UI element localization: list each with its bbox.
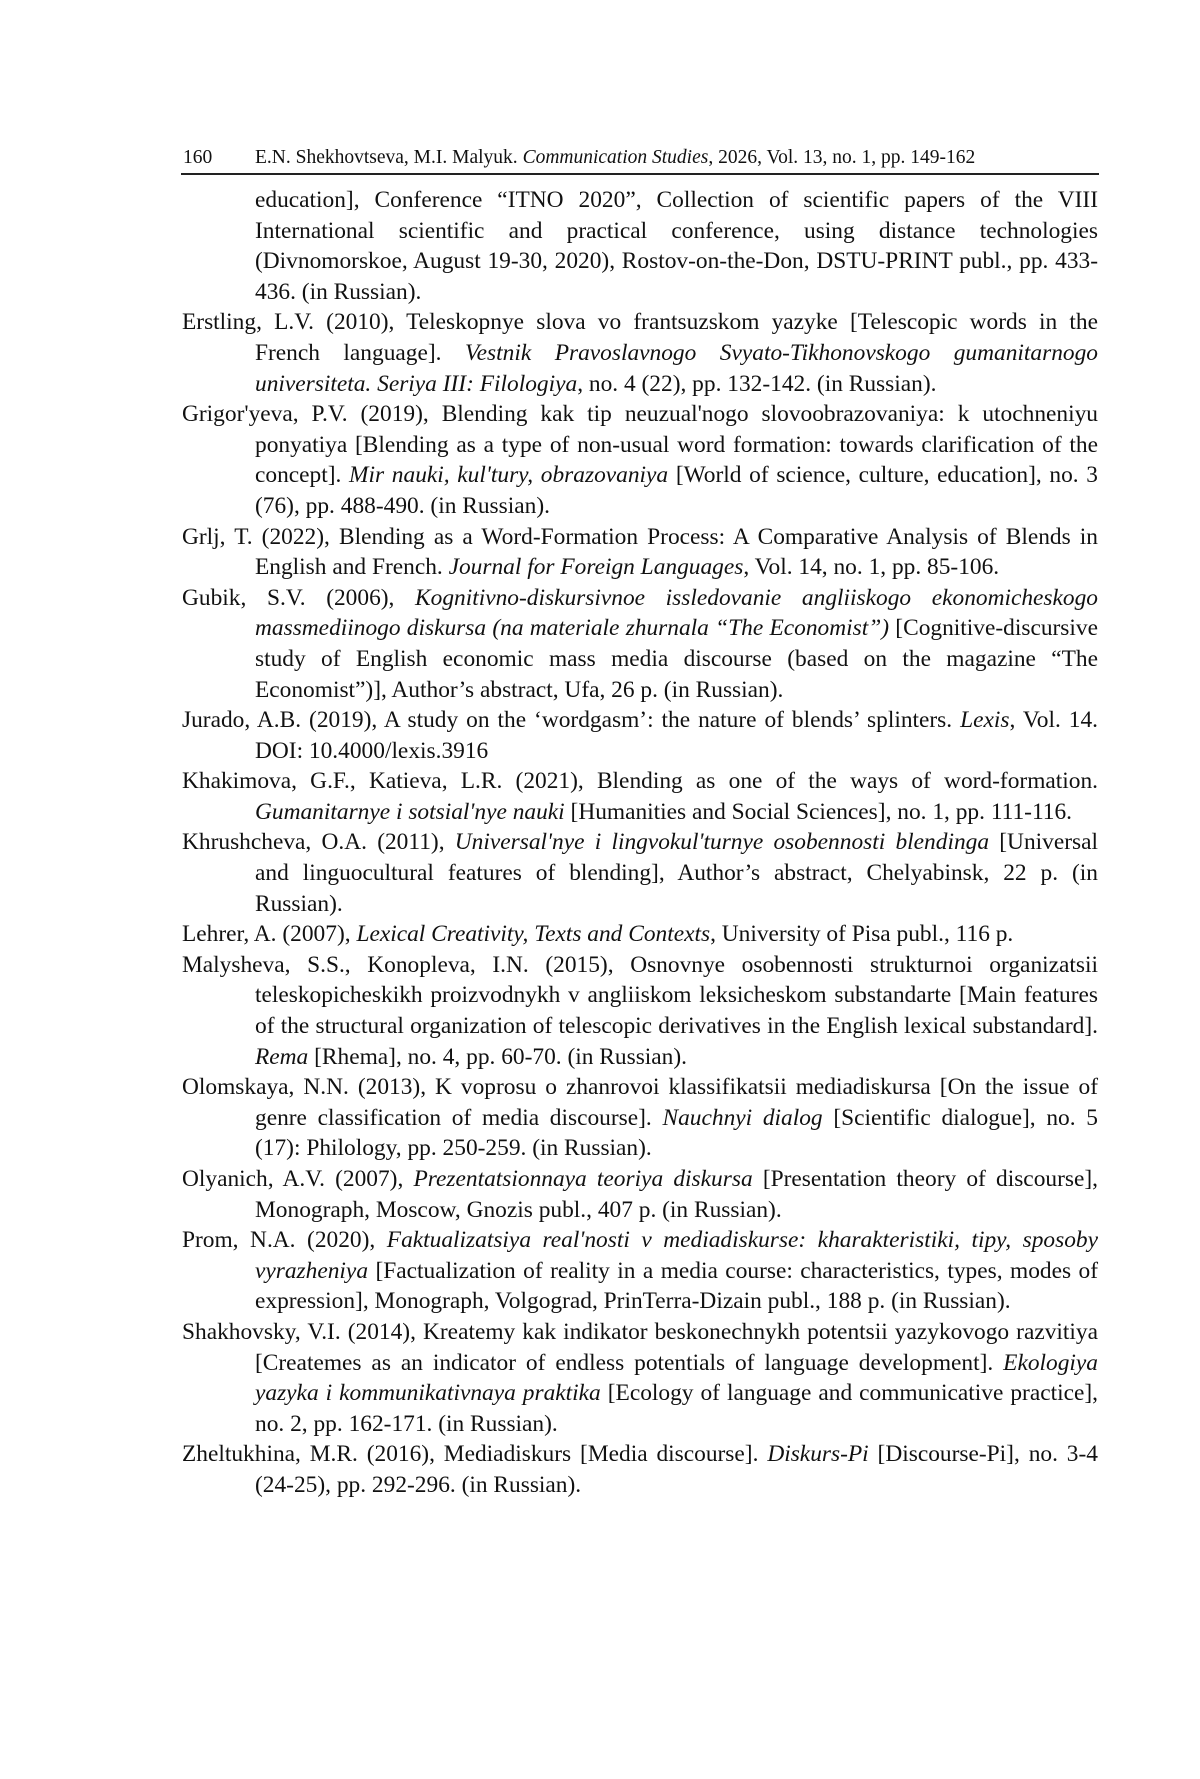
reference-text: [Cognitive-discursive study of English economic mass media discourse (based on the magazine “The Economist”)], Author’s abstract, Ufa, 26 p. (in Russian).	[255, 615, 1098, 703]
reference-source-title: Universal'nye i lingvokul'turnye osobennosti blendinga	[454, 829, 990, 856]
reference-source-title: Rema	[255, 1043, 309, 1070]
reference-text: , Vol. 14, no. 1, pp. 85-106.	[743, 554, 1000, 581]
running-head	[183, 146, 1098, 170]
reference-text: Prom, N.A. (2020),	[182, 1227, 387, 1254]
reference-source-title: Kognitivno-diskursivnoe issledovanie angliiskogo ekonomicheskogo massmediinogo diskursa (na materiale zhurnala “The Economist”)	[255, 584, 1099, 642]
reference-source-title: Ekologiya yazyka i kommunikativnaya praktika	[255, 1349, 1098, 1407]
reference-text: , no. 4 (22), pp. 132-142. (in Russian).	[577, 370, 937, 397]
reference-entry	[182, 919, 1098, 950]
reference-source-title: Journal for Foreign Languages	[448, 554, 744, 581]
reference-text: , Vol. 14. DOI: 10.4000/lexis.3916	[255, 707, 1098, 764]
reference-entry	[182, 583, 1098, 705]
reference-list	[182, 185, 1098, 1501]
reference-entry	[182, 399, 1098, 521]
page-number: 160	[183, 147, 213, 168]
reference-text: Jurado, A.B. (2019), A study on the ‘wordgasm’: the nature of blends’ splinters.	[182, 707, 961, 734]
reference-text: Erstling, L.V. (2010), Teleskopnye slova vo frantsuzskom yazyke [Telescopic words in the French language].	[182, 309, 1098, 366]
reference-source-title: Faktualizatsiya real'nosti v mediadiskurse: kharakteristiki, tipy, sposoby vyrazheniya	[255, 1227, 1098, 1284]
reference-entry	[182, 766, 1098, 827]
header-citation: , 2026, Vol. 13, no. 1, pp. 149-162	[708, 147, 976, 168]
reference-text: [Presentation theory of discourse], Monograph, Moscow, Gnozis publ., 407 p. (in Russian).	[255, 1166, 1098, 1223]
reference-source-title: Gumanitarnye i sotsial'nye nauki	[255, 798, 565, 825]
reference-text: Khakimova, G.F., Katieva, L.R. (2021), Blending as one of the ways of word-formation.	[182, 768, 1098, 795]
reference-text: [Factualization of reality in a media course: characteristics, types, modes of expression], Monograph, Volgograd, PrinTerra-Dizain publ., 188 p. (in Russian).	[255, 1257, 1098, 1315]
reference-source-title: Prezentatsionnaya teoriya diskursa	[413, 1166, 753, 1192]
reference-source-title: Vestnik Pravoslavnogo Svyato-Tikhonovskogo gumanitarnogo universiteta. Seriya III: Filologiya	[255, 339, 1098, 397]
reference-text: [Universal and linguocultural features of blending], Author’s abstract, Chelyabinsk, 22 p. (in Russian).	[255, 829, 1098, 917]
reference-source-title: Lexical Creativity, Texts and Contexts	[356, 921, 711, 948]
reference-text: Olomskaya, N.N. (2013), K voprosu o zhanrovoi klassifikatsii mediadiskursa [On the issue of genre classification of media discourse].	[182, 1074, 1098, 1131]
reference-entry	[182, 827, 1098, 919]
reference-entry	[182, 705, 1098, 766]
reference-source-title: Mir nauki, kul'tury, obrazovaniya	[349, 462, 669, 489]
reference-source-title: Nauchnyi dialog	[662, 1104, 823, 1131]
reference-entry	[182, 307, 1098, 399]
reference-text: [Discourse-Pi], no. 3-4 (24-25), pp. 292-296. (in Russian).	[255, 1441, 1098, 1498]
reference-text: education], Conference “ITNO 2020”, Collection of scientific papers of the VIII International scientific and practical conference, using distance technologies (Divnomorskoe, August 19-30, 2020), Rostov-on-the-Don, DSTU-PRINT publ., pp. 433-436. (in Russian).	[255, 187, 1098, 305]
reference-text: [Ecology of language and communicative practice], no. 2, pp. 162-171. (in Russian).	[255, 1380, 1098, 1437]
reference-text: Lehrer, A. (2007),	[182, 921, 357, 948]
reference-text: Khrushcheva, O.A. (2011),	[182, 829, 455, 856]
reference-continuation	[182, 185, 1098, 307]
reference-text: [Scientific dialogue], no. 5 (17): Philology, pp. 250-259. (in Russian).	[255, 1104, 1098, 1162]
reference-source-title: Lexis	[960, 707, 1010, 734]
header-journal: Communication Studies	[522, 147, 709, 168]
header-authors: E.N. Shekhovtseva, M.I. Malyuk.	[255, 147, 518, 168]
reference-text: , University of Pisa publ., 116 p.	[710, 921, 1014, 948]
reference-entry	[182, 1164, 1098, 1225]
reference-entry	[182, 1225, 1098, 1317]
reference-entry	[182, 1072, 1098, 1164]
reference-text: Malysheva, S.S., Konopleva, I.N. (2015), Osnovnye osobennosti strukturnoi organizatsii teleskopicheskikh proizvodnykh v angliiskom leksicheskom substandarte [Main features of the structural organization of telescopic derivatives in the English lexical substandard].	[182, 951, 1098, 1040]
reference-entry	[182, 950, 1098, 1072]
reference-text: Gubik, S.V. (2006),	[182, 584, 416, 611]
reference-text: [Rhema], no. 4, pp. 60-70. (in Russian).	[308, 1043, 688, 1070]
reference-source-title: Diskurs-Pi	[767, 1441, 869, 1468]
reference-entry	[182, 1317, 1098, 1439]
header-rule	[181, 173, 1099, 175]
reference-text: [World of science, culture, education], no. 3 (76), pp. 488-490. (in Russian).	[255, 462, 1099, 519]
reference-entry	[182, 1439, 1098, 1500]
reference-text: Zheltukhina, M.R. (2016), Mediadiskurs [Media discourse].	[182, 1441, 768, 1468]
reference-text: Shakhovsky, V.I. (2014), Kreatemy kak indikator beskonechnykh potentsii yazykovogo razvitiya [Createmes as an indicator of endless potentials of language development].	[182, 1318, 1098, 1376]
reference-text: Grigor'yeva, P.V. (2019), Blending kak tip neuzual'nogo slovoobrazovaniya: k utochneniyu ponyatiya [Blending as a type of non-usual word formation: towards clarification of the concept].	[182, 401, 1098, 489]
reference-text: Grlj, T. (2022), Blending as a Word-Formation Process: A Comparative Analysis of Blends in English and French.	[182, 523, 1098, 581]
reference-entry	[182, 522, 1098, 583]
reference-text: [Humanities and Social Sciences], no. 1, pp. 111-116.	[564, 798, 1073, 825]
reference-text: Olyanich, A.V. (2007),	[182, 1166, 414, 1192]
